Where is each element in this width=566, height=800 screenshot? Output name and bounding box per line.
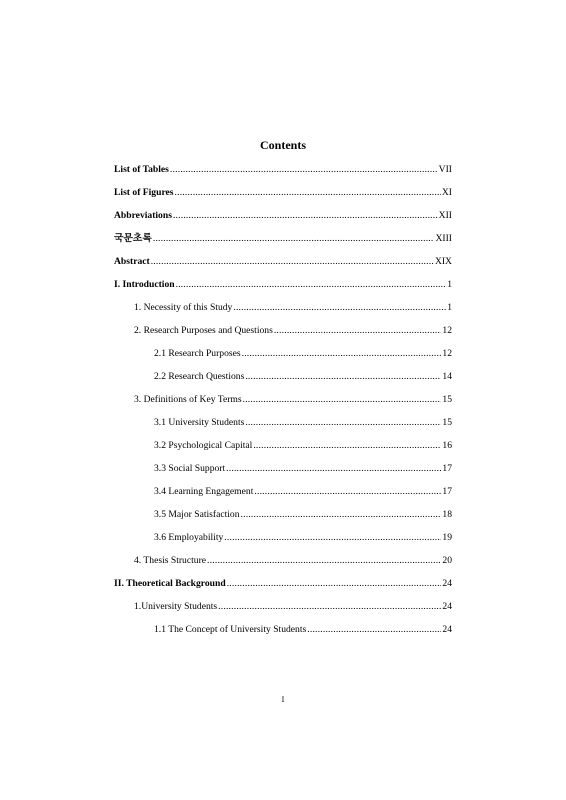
dot-leader	[175, 186, 441, 200]
toc-entry-page-number: 14	[442, 371, 452, 382]
toc-entry-page-number: XII	[438, 210, 452, 221]
toc-entry[interactable]	[134, 393, 452, 407]
dot-leader	[170, 163, 438, 177]
toc-entry-label: 3. Definitions of Key Terms	[134, 394, 242, 405]
toc-entry-page-number: 24	[442, 601, 452, 612]
toc-entry-page-number: 18	[442, 509, 452, 520]
toc-entry-page-number: 17	[442, 486, 452, 497]
toc-entry[interactable]	[154, 508, 452, 522]
toc-entry-label: 3.6 Employability	[154, 532, 224, 543]
toc-entry-label: 국문초록	[114, 233, 152, 244]
toc-entry-page-number: 16	[442, 440, 452, 451]
toc-entry[interactable]	[114, 255, 452, 269]
dot-leader	[218, 600, 441, 614]
toc-entry[interactable]	[114, 209, 452, 223]
toc-entry-page-number: XI	[441, 187, 452, 198]
toc-entry[interactable]	[134, 324, 452, 338]
toc-entry[interactable]	[114, 186, 452, 200]
toc-entry-label: 3.4 Learning Engagement	[154, 486, 254, 497]
dot-leader	[243, 393, 442, 407]
toc-entry[interactable]	[134, 554, 452, 568]
dot-leader	[173, 209, 438, 223]
toc-entry[interactable]	[154, 347, 452, 361]
dot-leader	[245, 370, 441, 384]
toc-entry-page-number: 19	[442, 532, 452, 543]
toc-entry-label: 1.University Students	[134, 601, 218, 612]
toc-entry-label: List of Tables	[114, 164, 169, 175]
toc-entry[interactable]	[154, 416, 452, 430]
dot-leader	[226, 462, 441, 476]
toc-entry[interactable]	[154, 462, 452, 476]
toc-entry[interactable]	[154, 531, 452, 545]
dot-leader	[176, 278, 447, 292]
toc-entry-page-number: 17	[442, 463, 452, 474]
toc-entry-label: 3.1 University Students	[154, 417, 245, 428]
toc-entry-page-number: 24	[442, 624, 452, 635]
toc-entry[interactable]	[154, 370, 452, 384]
toc-entry-label: 4. Thesis Structure	[134, 555, 207, 566]
toc-entry-label: 3.3 Social Support	[154, 463, 226, 474]
toc-entry-label: 1. Necessity of this Study	[134, 302, 233, 313]
toc-entry-label: 3.5 Major Satisfaction	[154, 509, 240, 520]
page-number-footer: I	[281, 695, 285, 704]
dot-leader	[153, 232, 435, 246]
dot-leader	[207, 554, 441, 568]
toc-entry-label: List of Figures	[114, 187, 174, 198]
toc-entry-label: 2.1 Research Purposes	[154, 348, 241, 359]
dot-leader	[233, 301, 446, 315]
toc-entry[interactable]	[154, 623, 452, 637]
toc-entry-page-number: 20	[442, 555, 452, 566]
toc-entry-label: 3.2 Psychological Capital	[154, 440, 253, 451]
toc-entry[interactable]	[134, 600, 452, 614]
toc-entry-label: Abstract	[114, 256, 150, 267]
toc-entry-page-number: 12	[442, 348, 452, 359]
toc-entry[interactable]	[114, 577, 452, 591]
toc-entry-label: 2. Research Purposes and Questions	[134, 325, 273, 336]
dot-leader	[254, 485, 441, 499]
toc-entry-page-number: 15	[442, 394, 452, 405]
toc-entry-page-number: 12	[442, 325, 452, 336]
toc-entry[interactable]	[114, 278, 452, 292]
dot-leader	[245, 416, 441, 430]
toc-entry-label: I. Introduction	[114, 279, 175, 290]
dot-leader	[151, 255, 434, 269]
toc-entry[interactable]	[134, 301, 452, 315]
toc-entry-label: 2.2 Research Questions	[154, 371, 245, 382]
toc-entry-label: Abbreviations	[114, 210, 172, 221]
toc-entry[interactable]	[114, 163, 452, 177]
toc-entry[interactable]	[154, 439, 452, 453]
dot-leader	[224, 531, 441, 545]
dot-leader	[241, 508, 442, 522]
toc-entry-page-number: XIX	[434, 256, 452, 267]
dot-leader	[274, 324, 442, 338]
toc-entry-label: 1.1 The Concept of University Students	[154, 624, 307, 635]
toc-entry-page-number: 15	[442, 417, 452, 428]
toc-entry-label: II. Theoretical Background	[114, 578, 226, 589]
dot-leader	[307, 623, 441, 637]
toc-entry-page-number: XIII	[435, 233, 452, 244]
dot-leader	[227, 577, 442, 591]
toc-entry-page-number: 24	[442, 578, 452, 589]
toc-entry-page-number: VII	[438, 164, 452, 175]
dot-leader	[253, 439, 441, 453]
toc-entry-page-number: 1	[447, 279, 452, 290]
toc-entry[interactable]	[154, 485, 452, 499]
toc-entry-page-number: 1	[447, 302, 452, 313]
dot-leader	[242, 347, 442, 361]
toc-entry[interactable]	[114, 232, 452, 246]
page-title: Contents	[259, 138, 306, 152]
